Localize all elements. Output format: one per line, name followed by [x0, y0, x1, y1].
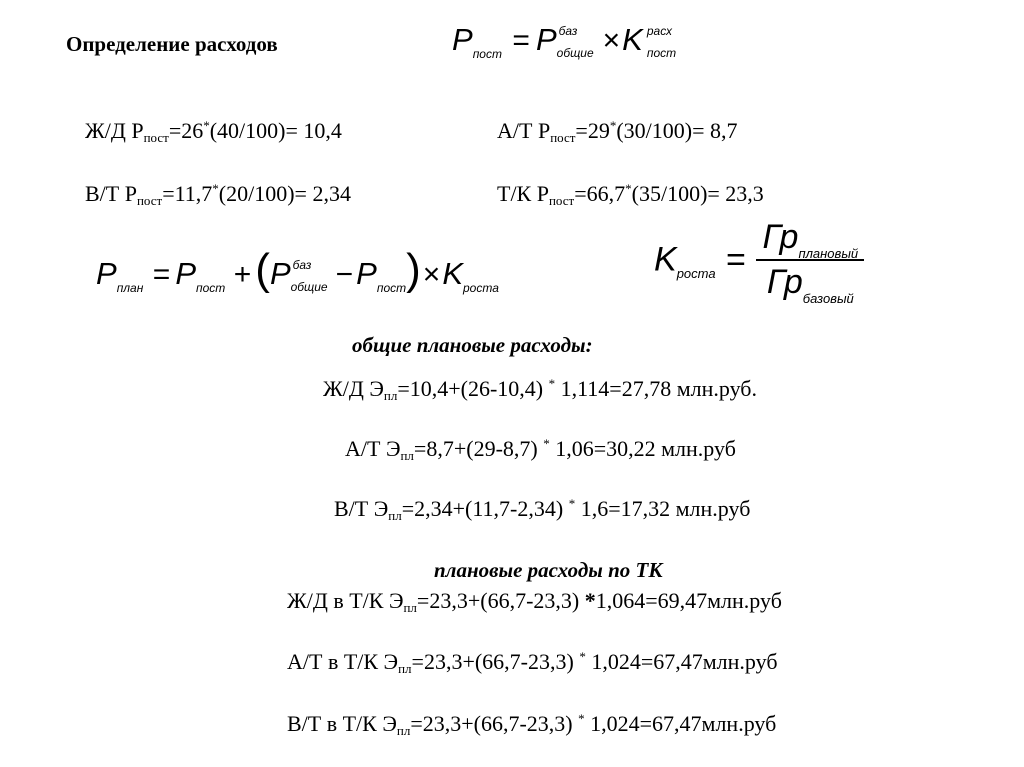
tk-line-rail: Ж/Д в Т/К $Э_{пл}=23,3+(66,7-23,3)$ *1,064=69,47млн.руб	[287, 588, 782, 615]
formula-plan-cost: $P_{план} = P_{пост} +(P$ баз общие $-P_{пост})\times K_{роста}$	[96, 245, 499, 295]
fixed-cost-tk: Т/К $Р_{пост}=66,7^*(35/100)= 23,3$	[497, 181, 764, 208]
tk-line-auto: А/Т в Т/К $Э_{пл}=23,3+(66,7-23,3)$ * 1,024=67,47млн.руб	[287, 649, 778, 676]
plan-line-water: В/Т $Э_{пл}=2,34+(11,7-2,34)$ * 1,6=17,32 млн.руб	[334, 496, 751, 523]
page-title: Определение расходов	[66, 32, 278, 56]
fixed-cost-auto: А/Т $Р_{пост}=29^*(30/100)= 8,7$	[497, 118, 738, 145]
section-heading-tk: плановые расходы по ТК	[434, 558, 663, 582]
tk-line-water: В/Т в Т/К $Э_{пл}=23,3+(66,7-23,3)$ * 1,024=67,47млн.руб	[287, 711, 777, 738]
formula-growth-coef: $K_{роста}$ = $\frac{Гр_{плановый}}{Гр_{базовый}}$	[654, 218, 864, 302]
plan-line-rail: Ж/Д $Э_{пл}=10,4+(26-10,4)$ * 1,114=27,78 млн.руб.	[323, 376, 757, 403]
growth-fraction: $\frac{Гр_{плановый}}{Гр_{базовый}}$	[756, 218, 864, 302]
fixed-cost-water: В/Т $Р_{пост}=11,7^*(20/100)= 2,34$	[85, 181, 351, 208]
formula-fixed-cost: $P_{пост} = P$ баз общие ×K расх пост	[452, 22, 677, 61]
section-heading-plan: общие плановые расходы:	[352, 333, 593, 357]
fixed-cost-rail: Ж/Д $Р_{пост}=26^*(40/100)= 10,4$	[85, 118, 342, 145]
plan-line-auto: А/Т $Э_{пл}=8,7+(29-8,7)$ * 1,06=30,22 млн.руб	[345, 436, 736, 463]
